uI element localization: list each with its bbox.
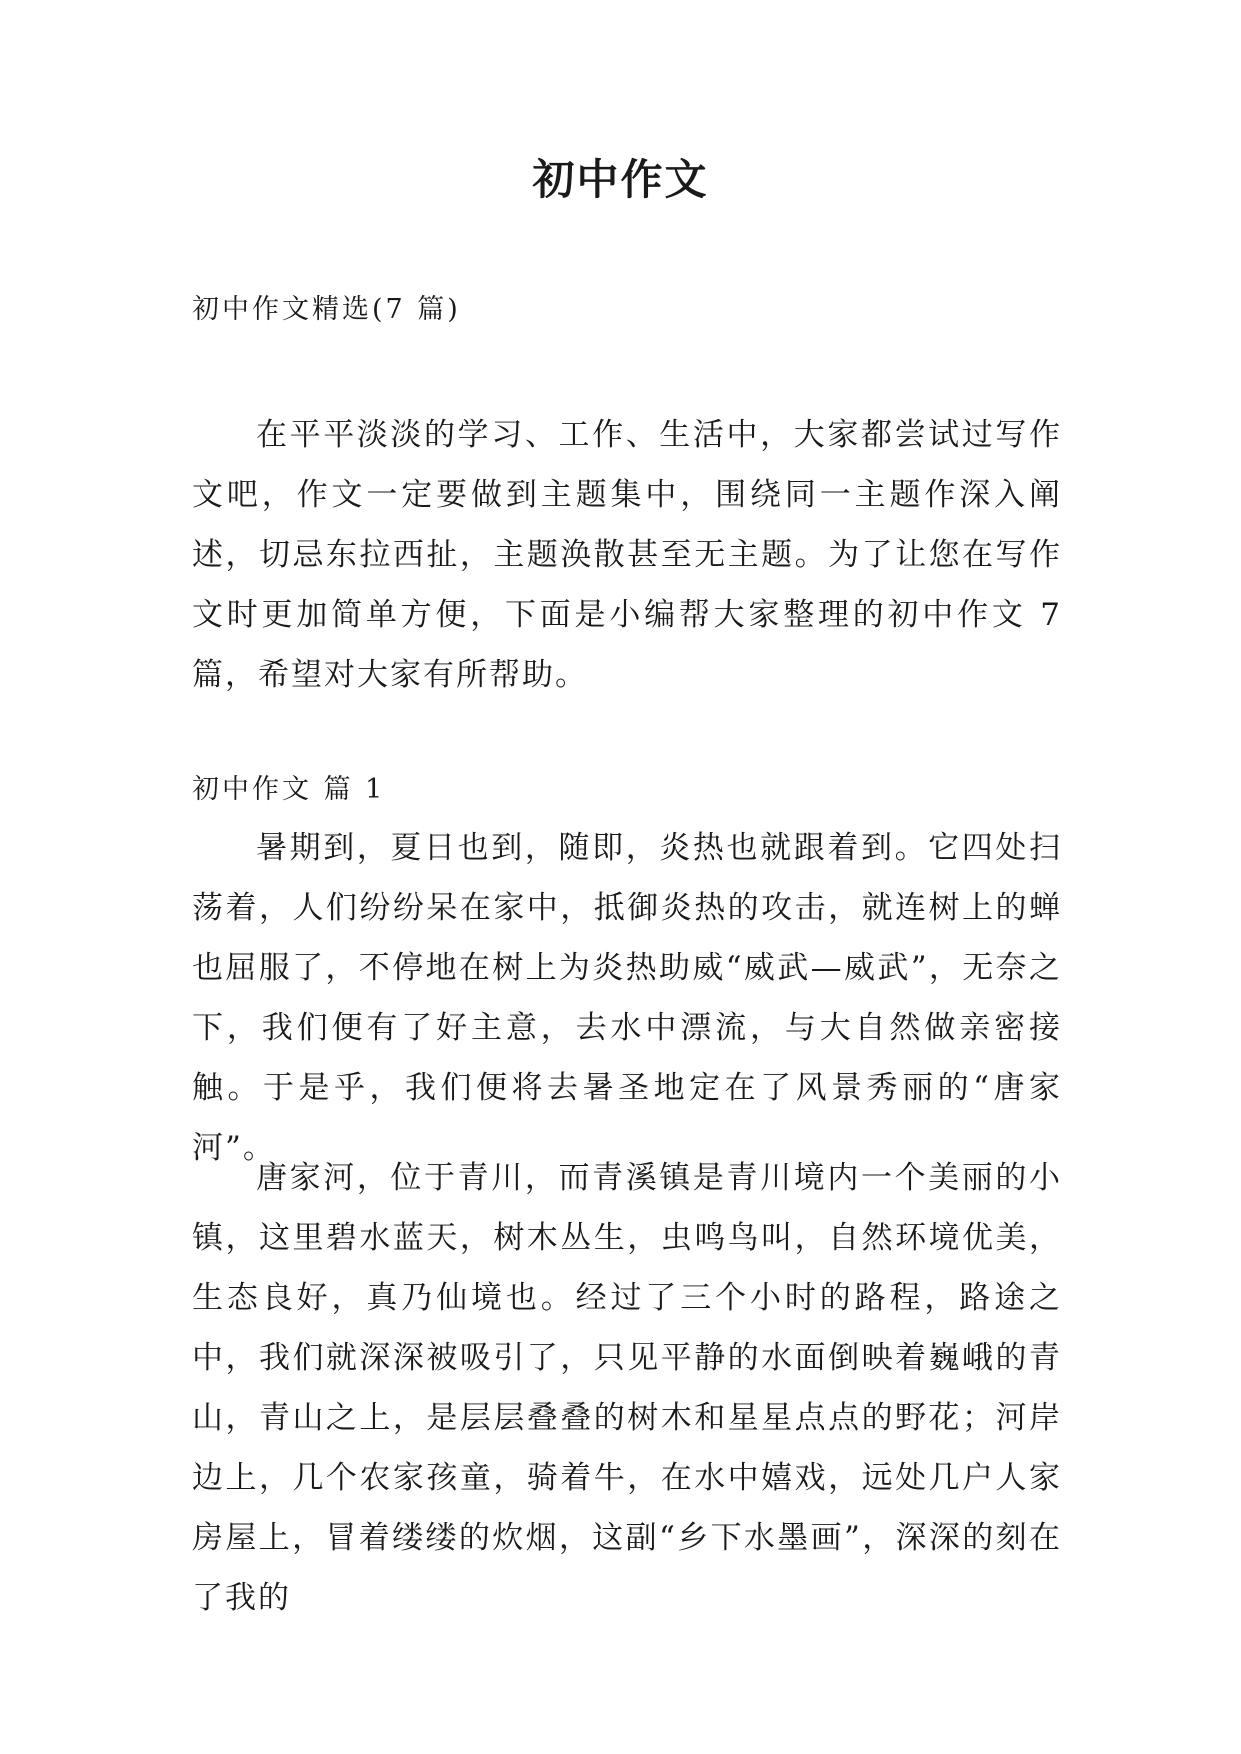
body-paragraph: 唐家河，位于青川，而青溪镇是青川境内一个美丽的小镇，这里碧水蓝天，树木丛生，虫鸣鸟叫，自然环境优美，生态良好，真乃仙境也。经过了三个小时的路程，路途之中，我们就深深被吸引了，只见平静的水面倒映着巍峨的青山，青山之上，是层层叠叠的树木和星星点点的野花；河岸边上，几个农家孩童，骑着牛，在水中嬉戏，远处几户人家房屋上，冒着缕缕的炊烟，这副“乡下水墨画”，深深的刻在了我的 <box>192 1160 1062 1616</box>
intro-paragraph: 在平平淡淡的学习、工作、生活中，大家都尝试过写作文吧，作文一定要做到主题集中，围绕同一主题作深入阐述，切忌东拉西扯，主题涣散甚至无主题。为了让您在写作文时更加简单方便，下面是小编帮大家整理的初中作文 7 篇，希望对大家有所帮助。 <box>192 417 1062 693</box>
section-heading: 初中作文 篇 1 <box>192 774 386 805</box>
document-title: 初中作文 <box>532 155 709 204</box>
document-subtitle: 初中作文精选(7 篇) <box>192 294 461 325</box>
body-paragraph: 暑期到，夏日也到，随即，炎热也就跟着到。它四处扫荡着，人们纷纷呆在家中，抵御炎热的攻击，就连树上的蝉也屈服了，不停地在树上为炎热助威“威武—威武”，无奈之下，我们便有了好主意，去水中漂流，与大自然做亲密接触。于是乎，我们便将去暑圣地定在了风景秀丽的“唐家河”。 <box>192 830 1062 1166</box>
